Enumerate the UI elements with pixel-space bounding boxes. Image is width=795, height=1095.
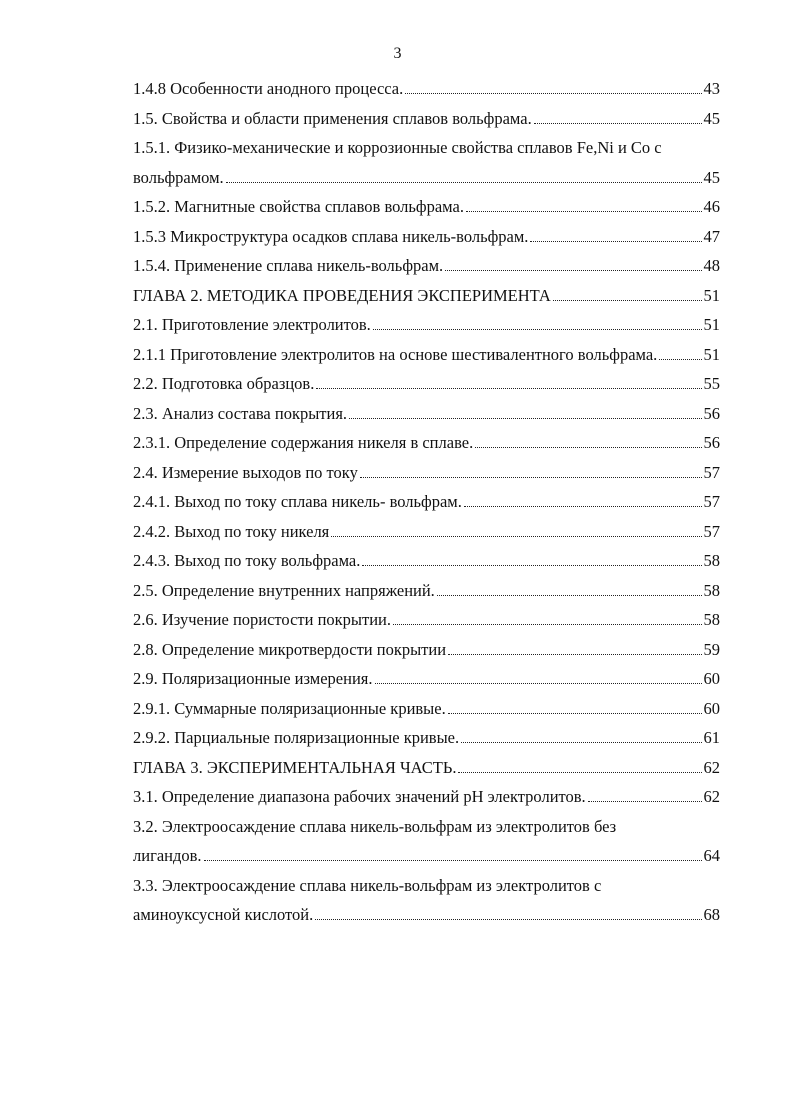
toc-line [133,281,720,311]
toc-entry [133,487,720,517]
toc-page-number: 55 [703,374,720,393]
toc-entry [133,871,720,930]
toc-entry-text: 1.5.4. Применение сплава никель-вольфрам. [133,256,444,275]
toc-line [133,487,720,517]
toc-entry [133,104,720,134]
toc-line [133,782,720,812]
table-of-contents [133,74,720,930]
dot-leader [316,387,701,389]
toc-entry-text: 1.5.3 Микроструктура осадков сплава никель-вольфрам. [133,226,529,246]
toc-line [133,369,720,399]
dot-leader [405,92,701,94]
toc-entry [133,428,720,458]
dot-leader [475,446,701,448]
toc-entry [133,310,720,340]
dot-leader [375,682,702,684]
dot-leader [448,653,701,655]
toc-entry-text: 2.9. Поляризационные измерения. [133,669,373,688]
dot-leader [226,181,702,183]
dot-leader [373,328,702,330]
toc-entry-text: 1.5.1. Физико-механические и коррозионные свойства сплавов Fe,Ni и Co с [133,138,662,157]
toc-entry-text: 1.5. Свойства и области применения сплавов вольфрама. [133,108,532,128]
toc-entry-text: 2.3. Анализ состава покрытия. [133,403,348,423]
toc-page-number: 57 [703,521,720,541]
toc-entry-text: 2.6. Изучение пористости покрытии. [133,610,391,629]
toc-entry [133,576,720,606]
toc-page-number: 59 [703,639,720,659]
dot-leader [466,210,702,212]
toc-line [133,251,720,281]
toc-entry-text: 2.5. Определение внутренних напряжений. [133,580,435,600]
toc-line [133,222,720,252]
toc-entry [133,399,720,429]
dot-leader [393,623,702,625]
toc-line [133,517,720,547]
toc-entry-text: 2.3.1. Определение содержания никеля в сплаве. [133,433,474,452]
toc-entry [133,74,720,104]
dot-leader [362,564,701,566]
toc-entry [133,723,720,753]
toc-page-number: 43 [703,79,720,98]
toc-entry-text: 3.2. Электроосаждение сплава никель-вольфрам из электролитов без [133,816,617,836]
toc-entry-text: 2.1.1 Приготовление электролитов на основе шестивалентного вольфрама. [133,344,658,364]
dot-leader [534,122,702,124]
toc-page-number: 57 [703,462,720,482]
toc-page-number: 60 [703,698,720,718]
toc-line [133,74,720,104]
toc-line [133,694,720,724]
toc-line [133,399,720,429]
dot-leader [659,358,701,360]
dot-leader [437,594,702,596]
toc-page-number: 51 [703,315,720,334]
toc-entry [133,222,720,252]
toc-entry [133,546,720,576]
toc-page-number: 48 [703,256,720,275]
toc-line [133,458,720,488]
toc-line [133,753,720,783]
toc-line [133,546,720,576]
page-number: 3 [393,45,402,62]
toc-entry-text: 2.4.1. Выход по току сплава никель- вольфрам. [133,492,462,511]
toc-entry [133,133,720,192]
toc-entry-text: 2.4. Измерение выходов по току [133,462,358,482]
toc-page-number: 51 [703,344,720,364]
toc-entry [133,635,720,665]
dot-leader [445,269,701,271]
toc-page-number: 46 [703,197,720,216]
dot-leader [461,741,701,743]
toc-entry-text: 2.9.1. Суммарные поляризационные кривые. [133,698,446,718]
toc-entry [133,812,720,871]
toc-page-number: 45 [703,167,720,187]
toc-page-number: 60 [703,669,720,688]
toc-entry [133,694,720,724]
toc-line [133,428,720,458]
toc-entry-text: аминоуксусной кислотой. [133,905,314,924]
toc-line [133,163,720,193]
toc-entry [133,753,720,783]
toc-page-number: 57 [703,492,720,511]
toc-line [133,635,720,665]
toc-entry-text: ГЛАВА 3. ЭКСПЕРИМЕНТАЛЬНАЯ ЧАСТЬ. [133,757,457,777]
toc-page-number: 68 [703,905,720,924]
dot-leader [588,800,702,802]
toc-page-number: 64 [703,846,720,865]
toc-page-number: 61 [703,728,720,747]
dot-leader [360,476,702,478]
toc-page-number: 58 [703,580,720,600]
toc-line [133,340,720,370]
toc-line [133,576,720,606]
toc-page-number: 51 [703,285,720,305]
dot-leader [553,299,702,301]
toc-entry-text: 2.2. Подготовка образцов. [133,374,315,393]
toc-line [133,664,720,694]
dot-leader [448,712,702,714]
dot-leader [315,918,701,920]
toc-entry-text: 2.4.3. Выход по току вольфрама. [133,551,361,570]
toc-page-number: 62 [703,787,720,806]
toc-page-number: 56 [703,433,720,452]
toc-page-number: 45 [703,108,720,128]
toc-entry [133,517,720,547]
toc-entry-text: 2.1. Приготовление электролитов. [133,315,371,334]
toc-entry-text: 3.3. Электроосаждение сплава никель-вольфрам из электролитов с [133,875,602,895]
toc-entry-text: 2.9.2. Парциальные поляризационные кривые. [133,728,460,747]
toc-entry [133,782,720,812]
toc-entry [133,458,720,488]
toc-page-number: 56 [703,403,720,423]
toc-entry-text: 1.5.2. Магнитные свойства сплавов вольфрама. [133,197,464,216]
toc-line [133,841,720,871]
toc-page-number: 47 [703,226,720,246]
toc-entry-text: 2.8. Определение микротвердости покрытии [133,639,447,659]
toc-page-number: 58 [703,610,720,629]
toc-entry [133,281,720,311]
toc-line [133,723,720,753]
toc-entry-text: 2.4.2. Выход по току никеля [133,521,330,541]
toc-entry [133,340,720,370]
toc-entry-text: лигандов. [133,846,202,865]
toc-line [133,605,720,635]
toc-entry-text: вольфрамом. [133,167,224,187]
toc-line [133,900,720,930]
toc-entry [133,664,720,694]
dot-leader [464,505,702,507]
toc-line [133,104,720,134]
toc-entry-text: ГЛАВА 2. МЕТОДИКА ПРОВЕДЕНИЯ ЭКСПЕРИМЕНТА [133,285,551,305]
dot-leader [331,535,701,537]
dot-leader [458,771,701,773]
toc-entry [133,192,720,222]
toc-line [133,192,720,222]
toc-line [133,310,720,340]
toc-entry [133,251,720,281]
toc-entry-text: 1.4.8 Особенности анодного процесса. [133,79,404,98]
toc-entry [133,605,720,635]
dot-leader [530,240,701,242]
toc-page-number: 62 [703,757,720,777]
dot-leader [349,417,701,419]
dot-leader [204,859,702,861]
toc-entry [133,369,720,399]
toc-entry-text: 3.1. Определение диапазона рабочих значений рН электролитов. [133,787,586,806]
toc-page-number: 58 [703,551,720,570]
